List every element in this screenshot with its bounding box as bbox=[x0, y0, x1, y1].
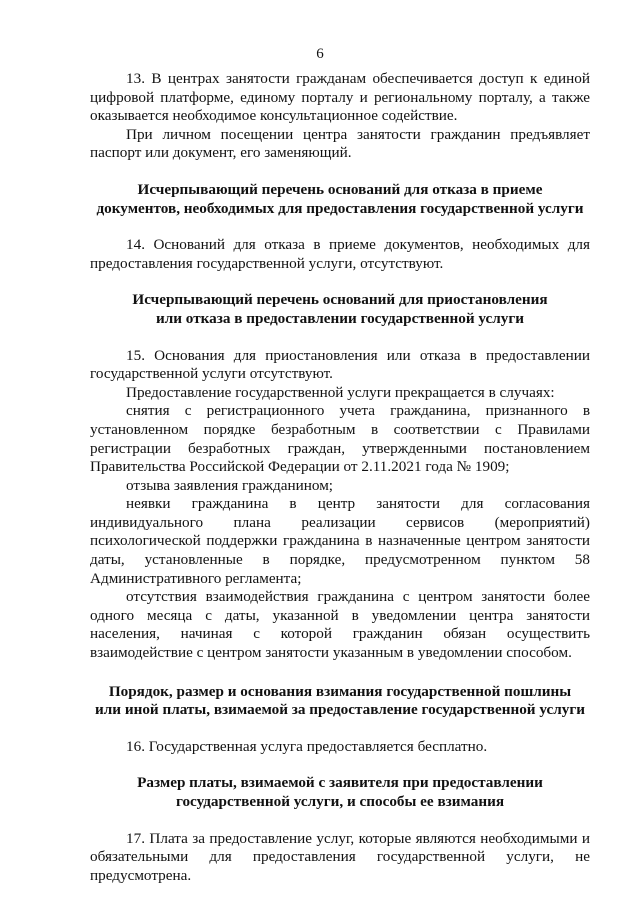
heading-fee bbox=[90, 683, 590, 720]
heading-line: документов, необходимых для предоставления государственной услуги bbox=[96, 199, 584, 217]
paragraph-16: 16. Государственная услуга предоставляется бесплатно. bbox=[126, 737, 488, 755]
termination-case-1: снятия с регистрационного учета гражданина, признанного в установленном порядке безработным в соответствии с Правилами регистрации безработных граждан, утвержденными постановлением Правительства Российской Федерации от 2.11.2021 года № 1909; bbox=[90, 402, 590, 476]
paragraph-15: 15. Основания для приостановления или отказа в предоставлении государственной услуги отсутствуют. bbox=[90, 346, 590, 383]
heading-refusal-documents bbox=[90, 181, 590, 218]
heading-line: Размер платы, взимаемой с заявителя при предоставлении bbox=[137, 774, 543, 792]
heading-line: Исчерпывающий перечень оснований для приостановления bbox=[132, 291, 548, 309]
document-body bbox=[90, 70, 590, 885]
termination-case-2: отзыва заявления гражданином; bbox=[126, 476, 334, 494]
heading-payment bbox=[90, 774, 590, 811]
heading-suspension bbox=[90, 291, 590, 328]
paragraph-13-passport: При личном посещении центра занятости гражданин предъявляет паспорт или документ, его заменяющий. bbox=[90, 125, 590, 162]
termination-case-4: отсутствия взаимодействия гражданина с центром занятости более одного месяца с даты, указанной в уведомлении центра занятости населения, начиная с которой гражданин обязан осуществить взаимодействие с центром занятости указанным в уведомлении способом. bbox=[90, 588, 590, 662]
paragraph-14: 14. Оснований для отказа в приеме документов, необходимых для предоставления государственной услуги, отсутствуют. bbox=[90, 236, 590, 272]
paragraph-13: 13. В центрах занятости гражданам обеспечивается доступ к единой цифровой платформе, единому порталу и региональному порталу, а также оказывается необходимое консультационное содействие. bbox=[90, 70, 590, 125]
heading-line: Порядок, размер и основания взимания государственной пошлины bbox=[108, 682, 572, 700]
paragraph-17: 17. Плата за предоставление услуг, которые являются необходимыми и обязательными для предоставления государственной услуги, не предусмотрена. bbox=[90, 829, 590, 884]
heading-line: или иной платы, взимаемой за предоставление государственной услуги bbox=[95, 701, 585, 719]
heading-line: или отказа в предоставлении государственной услуги bbox=[155, 309, 524, 327]
termination-intro: Предоставление государственной услуги прекращается в случаях: bbox=[126, 383, 555, 401]
heading-line: Исчерпывающий перечень оснований для отказа в приеме bbox=[137, 180, 543, 198]
page-number: 6 bbox=[316, 46, 324, 62]
heading-line: государственной услуги, и способы ее взимания bbox=[175, 793, 505, 810]
termination-case-3: неявки гражданина в центр занятости для согласования индивидуального плана реализации сервисов (мероприятий) психологической поддержки гражданина в назначенные центром занятости даты, установленные в порядке, предусмотренном пунктом 58 Административного регламента; bbox=[90, 495, 590, 587]
